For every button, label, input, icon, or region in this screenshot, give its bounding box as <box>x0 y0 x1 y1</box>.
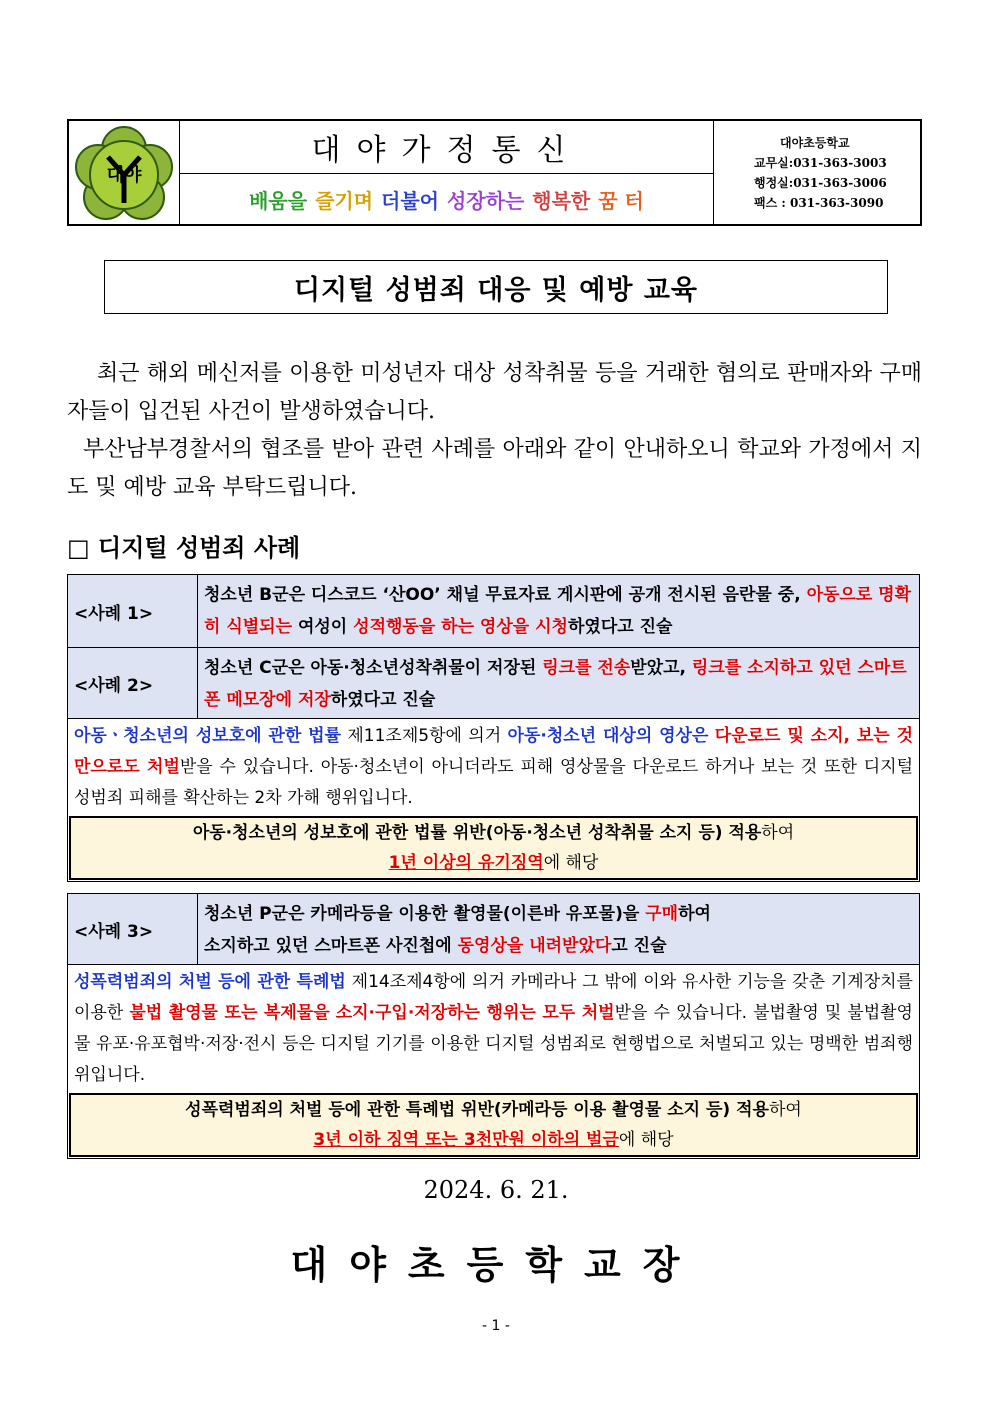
school-emblem-icon <box>72 123 176 223</box>
page-number: - 1 - <box>482 1318 510 1334</box>
contact-fax: 팩스 : 031-363-3090 <box>754 195 884 210</box>
slogan-word: 배움을 <box>249 188 308 213</box>
case-label: <사례 1> <box>68 575 198 647</box>
case-row-3 <box>68 894 919 965</box>
case-box-2 <box>67 893 920 1159</box>
contact-office-phone: 교무실:031-363-3003 <box>754 155 887 170</box>
slogan-word: 꿈 터 <box>598 188 644 213</box>
svg-text:대야: 대야 <box>106 164 142 186</box>
newsletter-header <box>67 119 922 226</box>
contact-info <box>714 121 920 224</box>
intro-paragraph-1: 최근 해외 메신저를 이용한 미성년자 대상 성착취물 등을 거래한 혐의로 판매자와 구매자들이 입건된 사건이 발생하였습니다. <box>67 361 922 424</box>
penalty-box: 성폭력범죄의 처벌 등에 관한 특례법 위반(카메라등 이용 촬영물 소지 등) 적용하여 3년 이하 징역 또는 3천만원 이하의 벌금에 해당 <box>69 1093 918 1157</box>
case-text: 청소년 C군은 아동·청소년성착취물이 저장된 링크를 전송받았고, 링크를 소지하고 있던 스마트폰 메모장에 저장하였다고 진술 <box>204 658 907 710</box>
slogan-word: 행복한 <box>532 188 591 213</box>
newsletter-title: 대야가정통신 <box>180 121 713 174</box>
penalty-text: 1년 이상의 유기징역 <box>388 853 544 873</box>
contact-school-name: 대야초등학교 <box>780 135 850 150</box>
intro-text <box>67 355 922 507</box>
case-label: <사례 3> <box>68 894 198 964</box>
contact-admin-phone: 행정실:031-363-3006 <box>754 175 887 190</box>
penalty-box: 아동·청소년의 성보호에 관한 법률 위반(아동·청소년 성착취물 소지 등) 적용하여 1년 이상의 유기징역에 해당 <box>69 816 918 880</box>
school-slogan <box>180 174 713 224</box>
slogan-word: 즐기며 <box>315 188 374 213</box>
case-row-2 <box>68 648 919 719</box>
legal-explanation: 성폭력범죄의 처벌 등에 관한 특례법 제14조제4항에 의거 카메라나 그 밖에 이와 유사한 기능을 갖춘 기계장치를 이용한 불법 촬영물 또는 복제물을 소지·구입·저장하는 행위는 모두 처벌받을 수 있습니다. 불법촬영 및 불법촬영물 유포·유포협박·저장·전시 등은 디지털 기기를 이용한 디지털 성범죄로 현행법으로 처벌되고 있는 명백한 범죄행위입니다. <box>74 972 913 1085</box>
case-label: <사례 2> <box>68 648 198 718</box>
case-box-1 <box>67 574 920 882</box>
section-heading: □ 디지털 성범죄 사례 <box>67 534 301 562</box>
principal-signature: 대야초등학교장 <box>290 1242 702 1287</box>
slogan-word: 더불어 <box>381 188 440 213</box>
school-logo <box>69 121 180 224</box>
document-title: 디지털 성범죄 대응 및 예방 교육 <box>104 260 888 314</box>
penalty-text: 3년 이하 징역 또는 3천만원 이하의 벌금 <box>313 1130 619 1150</box>
case-text: 청소년 B군은 디스코드 ‘산OO’ 채널 무료자료 게시판에 공개 전시된 음란물 중, 아동으로 명확히 식별되는 여성이 성적행동을 하는 영상을 시청하였다고 진술 <box>204 585 912 637</box>
slogan-word: 성장하는 <box>447 188 525 213</box>
intro-paragraph-2: 부산남부경찰서의 협조를 받아 관련 사례를 아래와 같이 안내하오니 학교와 가정에서 지도 및 예방 교육 부탁드립니다. <box>67 437 922 500</box>
issue-date: 2024. 6. 21. <box>423 1176 569 1204</box>
legal-explanation: 아동ㆍ청소년의 성보호에 관한 법률 제11조제5항에 의거 아동·청소년 대상의 영상은 다운로드 및 소지, 보는 것만으로도 처벌받을 수 있습니다. 아동·청소년이 아니더라도 피해 영상물을 다운로드 하거나 보는 것 또한 디지털 성범죄 피해를 확산하는 2차 가해 행위입니다. <box>74 726 913 808</box>
case-text: 청소년 P군은 카메라등을 이용한 촬영물(이른바 유포물)을 구매하여 소지하고 있던 스마트폰 사진첩에 동영상을 내려받았다고 진술 <box>204 904 711 956</box>
case-row-1 <box>68 575 919 648</box>
